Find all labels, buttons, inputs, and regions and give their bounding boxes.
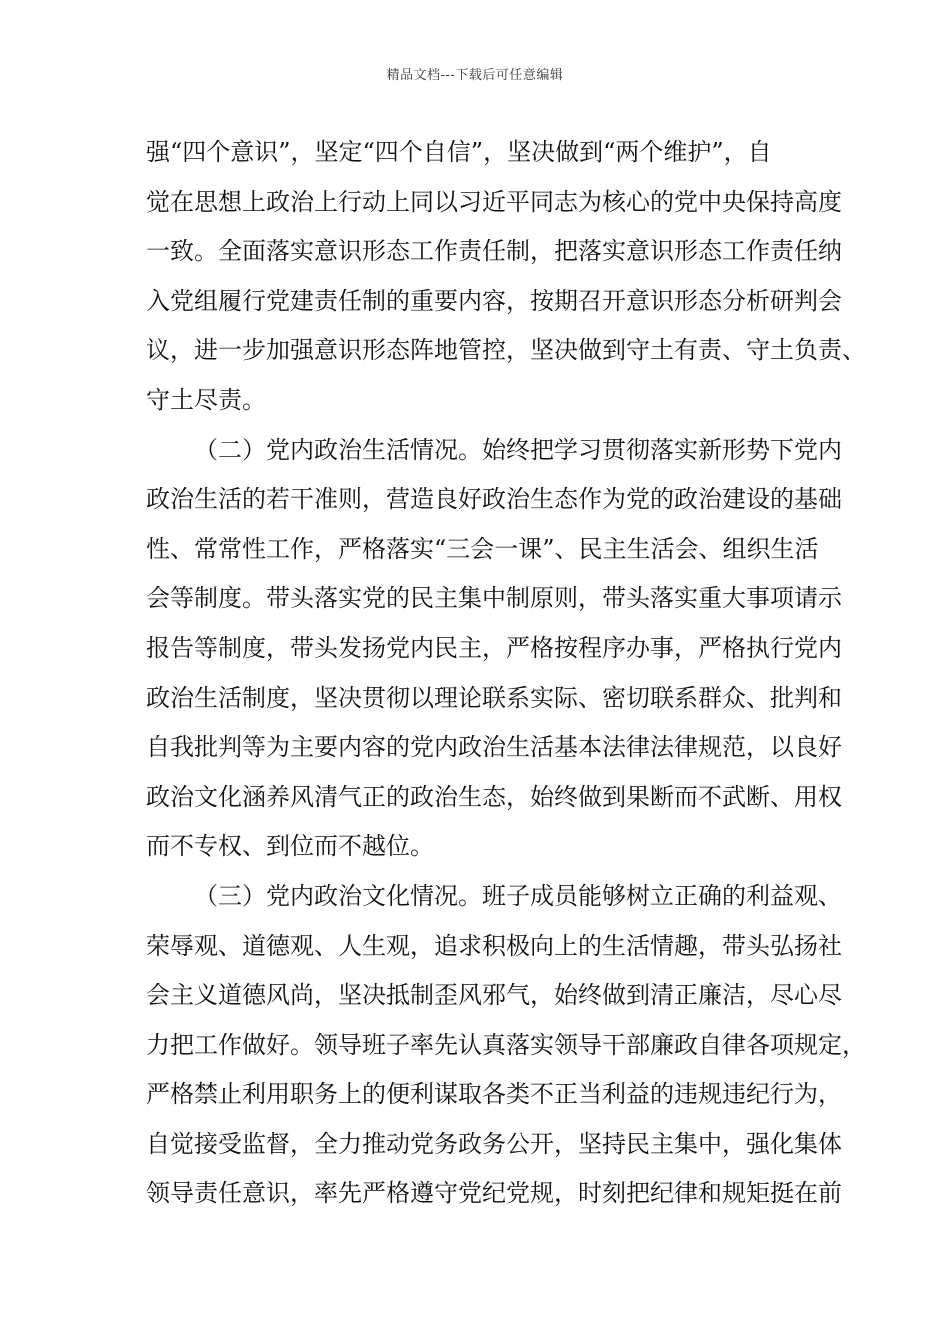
document-body <box>146 128 866 1219</box>
text-line: 荣辱观、道德观、人生观，追求积极向上的生活情趣，带头弘扬社 <box>146 931 842 960</box>
text-line: 入党组履行党建责任制的重要内容，按期召开意识形态分析研判会 <box>146 286 842 315</box>
text-line: 觉在思想上政治上行动上同以习近平同志为核心的党中央保持高度 <box>146 187 842 216</box>
text-line: 而不专权、到位而不越位。 <box>146 832 434 861</box>
text-line: 会等制度。带头落实党的民主集中制原则，带头落实重大事项请示 <box>146 584 842 613</box>
text-line: 性、常常性工作，严格落实“三会一课”、民主生活会、组织生活 <box>146 534 819 563</box>
paragraph-heading-3: （三）党内政治文化情况。班子成员能够树立正确的利益观、 <box>194 881 842 910</box>
paragraph-heading-2: （二）党内政治生活情况。始终把学习贯彻落实新形势下党内 <box>194 435 842 464</box>
text-line: 领导责任意识，率先严格遵守党纪党规，时刻把纪律和规矩挺在前 <box>146 1179 842 1208</box>
text-line: 自觉接受监督，全力推动党务政务公开，坚持民主集中，强化集体 <box>146 1129 842 1158</box>
text-line: 强“四个意识”，坚定“四个自信”，坚决做到“两个维护”，自 <box>146 138 772 166</box>
text-line: 会主义道德风尚，坚决抵制歪风邪气，始终做到清正廉洁，尽心尽 <box>146 981 842 1010</box>
text-line: 力把工作做好。领导班子率先认真落实领导干部廉政自律各项规定， <box>146 1030 866 1059</box>
text-line: 议，进一步加强意识形态阵地管控，坚决做到守土有责、守土负责、 <box>146 336 866 365</box>
text-line: 报告等制度，带头发扬党内民主，严格按程序办事，严格执行党内 <box>146 633 842 662</box>
text-line: 政治文化涵养风清气正的政治生态，始终做到果断而不武断、用权 <box>146 782 842 811</box>
page-header: 精品文档---下载后可任意编辑 <box>386 68 564 83</box>
text-line: 严格禁止利用职务上的便利谋取各类不正当利益的违规违纪行为， <box>146 1080 842 1109</box>
text-line: 自我批判等为主要内容的党内政治生活基本法律法律规范，以良好 <box>146 733 842 762</box>
text-line: 一致。全面落实意识形态工作责任制，把落实意识形态工作责任纳 <box>146 237 842 266</box>
text-line: 守土尽责。 <box>146 385 266 414</box>
text-line: 政治生活制度，坚决贯彻以理论联系实际、密切联系群众、批判和 <box>146 683 842 712</box>
text-line: 政治生活的若干准则，营造良好政治生态作为党的政治建设的基础 <box>146 485 842 514</box>
